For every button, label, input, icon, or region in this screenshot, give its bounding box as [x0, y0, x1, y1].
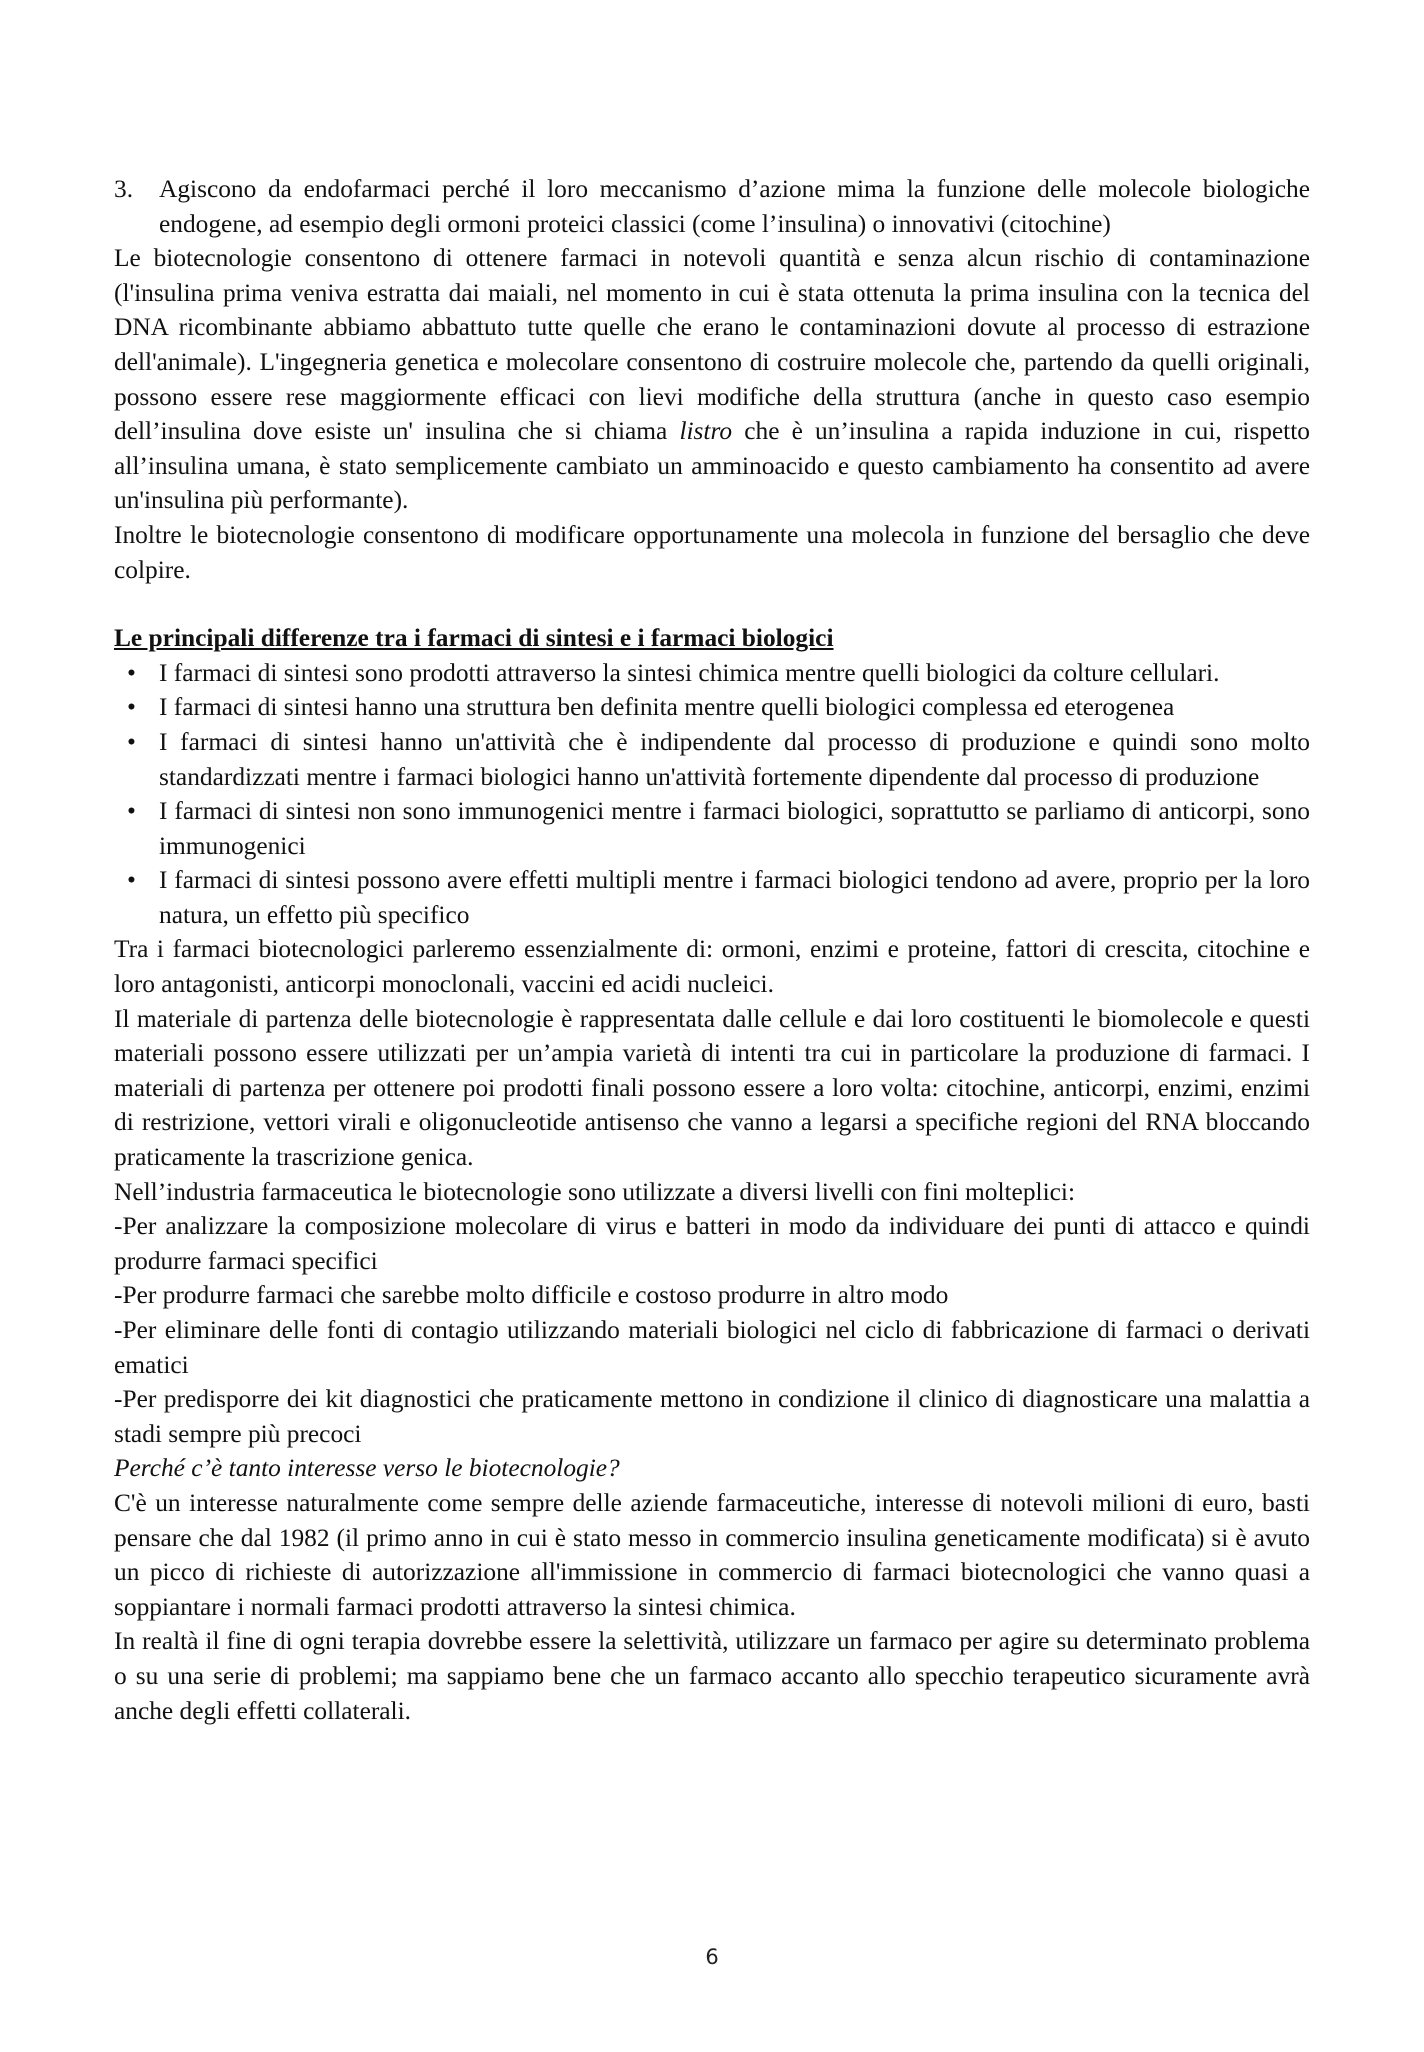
list-item: [114, 690, 1310, 725]
paragraph-interest: C'è un interesse naturalmente come sempre delle aziende farmaceutiche, interesse di notevoli milioni di euro, basti pensare che dal 1982 (il primo anno in cui è stato messo in commercio insulina geneticamente modificata) si è avuto un picco di richieste di autorizzazione all'immissione in commercio di farmaci biotecnologici che vanno quasi a soppiantare i normali farmaci prodotti attraverso la sintesi chimica.: [114, 1488, 1310, 1621]
list-item-text: I farmaci di sintesi sono prodotti attraverso la sintesi chimica mentre quelli biologici da colture cellulari.: [159, 658, 1220, 687]
list-item: [114, 863, 1310, 932]
section-heading: Le principali differenze tra i farmaci di sintesi e i farmaci biologici: [114, 624, 834, 653]
item-number: 3.: [114, 175, 134, 203]
dash-item: -Per analizzare la composizione molecolare di virus e batteri in modo da individuare dei punti di attacco e quindi produrre farmaci specifici: [114, 1212, 1310, 1275]
numbered-item-3: [114, 172, 1310, 241]
paragraph-biotech-drugs: Tra i farmaci biotecnologici parleremo essenzialmente di: ormoni, enzimi e proteine, fattori di crescita, citochine e loro antagonisti, anticorpi monoclonali, vaccini ed acidi nucleici.: [114, 935, 1310, 999]
dash-item: -Per eliminare delle fonti di contagio utilizzando materiali biologici nel ciclo di fabbricazione di farmaci o derivati ematici: [114, 1316, 1310, 1379]
list-item: [114, 725, 1310, 794]
paragraph-biotech-advantages: [114, 241, 1310, 518]
list-item-text: I farmaci di sintesi hanno un'attività che è indipendente dal processo di produzione e quindi sono molto standardizzati mentre i farmaci biologici hanno un'attività fortemente dipendente dal processo di produzione: [159, 727, 1310, 791]
paragraph-biotech-part-1: Le biotecnologie consentono di ottenere farmaci in notevoli quantità e senza alcun rischio di contaminazione (l'insulina prima veniva estratta dai maiali, nel momento in cui è stata ottenuta la prima insulina con la tecnica del DNA ricombinante abbiamo abbattuto tutte quelle che erano le contaminazioni dovute al processo di estrazione dell'animale). L'ingegneria genetica e molecolare consentono di costruire molecole che, partendo da quelli originali, possono essere rese maggiormente efficaci con lievi modifiche della struttura (anche in questo caso esempio dell’insulina dove esiste un' insulina che si chiama: [114, 244, 1310, 446]
paragraph-selectivity: In realtà il fine di ogni terapia dovrebbe essere la selettività, utilizzare un farmaco per agire su determinato problema o su una serie di problemi; ma sappiamo bene che un farmaco accanto allo specchio terapeutico sicuramente avrà anche degli effetti collaterali.: [114, 1627, 1310, 1725]
question-heading: Perché c’è tanto interesse verso le biotecnologie?: [114, 1454, 620, 1483]
bullet-icon: •: [127, 658, 136, 687]
list-item-text: I farmaci di sintesi hanno una struttura ben definita mentre quelli biologici complessa ed eterogenea: [159, 693, 1175, 722]
paragraph-pharma-industry: Nell’industria farmaceutica le biotecnologie sono utilizzate a diversi livelli con fini molteplici:: [114, 1177, 1076, 1206]
bullet-icon: •: [127, 727, 136, 756]
bullet-icon: •: [127, 693, 136, 722]
dash-item: -Per predisporre dei kit diagnostici che praticamente mettono in condizione il clinico di diagnosticare una malattia a stadi sempre più precoci: [114, 1385, 1310, 1448]
bullet-icon: •: [127, 866, 136, 895]
list-item-text: I farmaci di sintesi non sono immunogenici mentre i farmaci biologici, soprattutto se parliamo di anticorpi, sono immunogenici: [159, 797, 1310, 860]
paragraph-molecule-modification: Inoltre le biotecnologie consentono di modificare opportunamente una molecola in funzione del bersaglio che deve colpire.: [114, 520, 1310, 584]
list-item: [114, 794, 1310, 863]
item-text: Agiscono da endofarmaci perché il loro meccanismo d’azione mima la funzione delle molecole biologiche endogene, ad esempio degli ormoni proteici classici (come l’insulina) o innovativi (citochine): [159, 175, 1310, 238]
list-item-text: I farmaci di sintesi possono avere effetti multipli mentre i farmaci biologici tendono ad avere, proprio per la loro natura, un effetto più specifico: [159, 866, 1310, 929]
document-page: [114, 172, 1310, 1728]
list-item: [114, 656, 1310, 691]
dash-item: -Per produrre farmaci che sarebbe molto difficile e costoso produrre in altro modo: [114, 1281, 949, 1310]
paragraph-starting-material: Il materiale di partenza delle biotecnologie è rappresentata dalle cellule e dai loro costituenti le biomolecole e questi materiali possono essere utilizzati per un’ampia varietà di intenti tra cui in particolare la produzione di farmaci. I materiali di partenza per ottenere poi prodotti finali possono essere a loro volta: citochine, anticorpi, enzimi, enzimi di restrizione, vettori virali e oligonucleotide antisenso che vanno a legarsi a specifiche regioni del RNA bloccando praticamente la trascrizione genica.: [114, 1004, 1310, 1172]
page-number: 6: [705, 1945, 719, 1969]
italic-drug-name: listro: [679, 417, 733, 446]
bullet-icon: •: [127, 797, 136, 826]
paragraph-biotech-part-2: che è un’insulina a rapida induzione in cui, rispetto all’insulina umana, è stato semplicemente cambiato un amminoacido e questo cambiamento ha consentito ad avere un'insulina più performante).: [114, 417, 1310, 515]
differences-list: [114, 656, 1310, 933]
